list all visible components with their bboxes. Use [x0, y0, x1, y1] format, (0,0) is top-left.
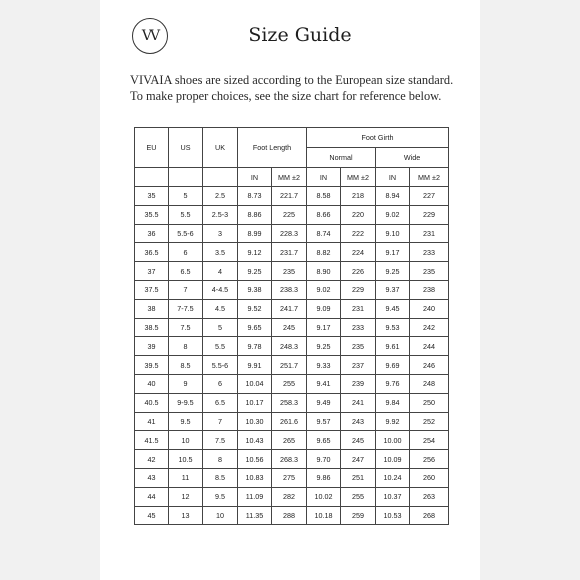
cell-length-in: 9.65: [238, 318, 272, 337]
intro-line-1: VIVAIA shoes are sized according to the European size standard.: [130, 73, 454, 87]
unit-wide-mm: MM ±2: [410, 168, 449, 187]
cell-wide-mm: 248: [410, 374, 449, 393]
cell-wide-in: 9.37: [376, 280, 410, 299]
cell-eu: 40: [135, 374, 169, 393]
cell-wide-in: 9.45: [376, 299, 410, 318]
cell-wide-in: 9.76: [376, 374, 410, 393]
cell-length-mm: 245: [272, 318, 307, 337]
header-blank: [135, 168, 169, 187]
cell-normal-in: 8.82: [307, 243, 341, 262]
cell-wide-mm: 268: [410, 506, 449, 525]
header-wide: Wide: [376, 148, 449, 168]
cell-wide-in: 9.10: [376, 224, 410, 243]
cell-normal-in: 9.02: [307, 280, 341, 299]
cell-wide-in: 9.02: [376, 205, 410, 224]
cell-uk: 2.5-3: [203, 205, 238, 224]
cell-normal-in: 9.09: [307, 299, 341, 318]
brand-logo-icon: VV: [132, 18, 168, 54]
cell-normal-mm: 224: [341, 243, 376, 262]
cell-uk: 3: [203, 224, 238, 243]
cell-normal-mm: 229: [341, 280, 376, 299]
cell-length-in: 8.86: [238, 205, 272, 224]
cell-uk: 10: [203, 506, 238, 525]
cell-wide-in: 9.25: [376, 262, 410, 281]
cell-normal-mm: 237: [341, 356, 376, 375]
intro-text: [130, 72, 470, 104]
cell-normal-in: 10.02: [307, 487, 341, 506]
cell-wide-mm: 256: [410, 450, 449, 469]
cell-wide-mm: 231: [410, 224, 449, 243]
cell-us: 10: [169, 431, 203, 450]
table-row: [135, 374, 449, 393]
cell-length-mm: 241.7: [272, 299, 307, 318]
cell-us: 13: [169, 506, 203, 525]
cell-wide-mm: 263: [410, 487, 449, 506]
cell-normal-mm: 239: [341, 374, 376, 393]
cell-wide-mm: 242: [410, 318, 449, 337]
cell-length-in: 10.83: [238, 468, 272, 487]
cell-uk: 4-4.5: [203, 280, 238, 299]
cell-wide-in: 10.09: [376, 450, 410, 469]
table-row: [135, 280, 449, 299]
cell-normal-in: 9.65: [307, 431, 341, 450]
cell-us: 6: [169, 243, 203, 262]
cell-wide-in: 9.69: [376, 356, 410, 375]
cell-us: 7.5: [169, 318, 203, 337]
cell-us: 11: [169, 468, 203, 487]
cell-length-mm: 225: [272, 205, 307, 224]
cell-eu: 35: [135, 187, 169, 206]
cell-length-mm: 265: [272, 431, 307, 450]
cell-length-in: 9.38: [238, 280, 272, 299]
cell-normal-in: 8.58: [307, 187, 341, 206]
cell-wide-in: 10.37: [376, 487, 410, 506]
cell-eu: 37.5: [135, 280, 169, 299]
cell-us: 10.5: [169, 450, 203, 469]
table-row: [135, 431, 449, 450]
cell-normal-in: 9.86: [307, 468, 341, 487]
cell-us: 7: [169, 280, 203, 299]
cell-uk: 7: [203, 412, 238, 431]
cell-wide-in: 10.53: [376, 506, 410, 525]
cell-eu: 35.5: [135, 205, 169, 224]
cell-normal-mm: 255: [341, 487, 376, 506]
cell-us: 6.5: [169, 262, 203, 281]
cell-length-mm: 258.3: [272, 393, 307, 412]
cell-wide-mm: 244: [410, 337, 449, 356]
cell-length-in: 10.56: [238, 450, 272, 469]
table-row: [135, 450, 449, 469]
cell-normal-mm: 218: [341, 187, 376, 206]
cell-eu: 39.5: [135, 356, 169, 375]
cell-wide-in: 9.17: [376, 243, 410, 262]
cell-normal-in: 8.90: [307, 262, 341, 281]
cell-us: 9-9.5: [169, 393, 203, 412]
cell-us: 12: [169, 487, 203, 506]
unit-length-mm: MM ±2: [272, 168, 307, 187]
cell-normal-in: 9.70: [307, 450, 341, 469]
cell-us: 9.5: [169, 412, 203, 431]
table-row: [135, 318, 449, 337]
cell-length-mm: 231.7: [272, 243, 307, 262]
cell-uk: 5: [203, 318, 238, 337]
table-row: [135, 506, 449, 525]
cell-length-in: 9.25: [238, 262, 272, 281]
table-row: [135, 412, 449, 431]
cell-uk: 5.5: [203, 337, 238, 356]
cell-length-in: 10.30: [238, 412, 272, 431]
header-us: US: [169, 128, 203, 168]
cell-normal-mm: 235: [341, 337, 376, 356]
table-row: [135, 487, 449, 506]
cell-us: 9: [169, 374, 203, 393]
header-blank: [169, 168, 203, 187]
cell-uk: 8.5: [203, 468, 238, 487]
header-foot-length: Foot Length: [238, 128, 307, 168]
cell-length-in: 10.04: [238, 374, 272, 393]
cell-uk: 7.5: [203, 431, 238, 450]
cell-us: 8.5: [169, 356, 203, 375]
cell-uk: 5.5-6: [203, 356, 238, 375]
table-row: [135, 224, 449, 243]
cell-length-in: 10.17: [238, 393, 272, 412]
cell-normal-mm: 245: [341, 431, 376, 450]
cell-eu: 36: [135, 224, 169, 243]
cell-eu: 42: [135, 450, 169, 469]
table-row: [135, 205, 449, 224]
cell-normal-mm: 226: [341, 262, 376, 281]
cell-wide-in: 10.24: [376, 468, 410, 487]
cell-uk: 6.5: [203, 393, 238, 412]
cell-length-mm: 268.3: [272, 450, 307, 469]
table-row: [135, 393, 449, 412]
cell-eu: 37: [135, 262, 169, 281]
cell-normal-in: 9.33: [307, 356, 341, 375]
cell-normal-mm: 233: [341, 318, 376, 337]
cell-normal-mm: 251: [341, 468, 376, 487]
cell-wide-mm: 233: [410, 243, 449, 262]
cell-eu: 44: [135, 487, 169, 506]
cell-uk: 6: [203, 374, 238, 393]
cell-eu: 39: [135, 337, 169, 356]
cell-wide-mm: 229: [410, 205, 449, 224]
cell-normal-in: 9.49: [307, 393, 341, 412]
cell-us: 8: [169, 337, 203, 356]
cell-wide-mm: 252: [410, 412, 449, 431]
intro-line-2: To make proper choices, see the size chart for reference below.: [130, 89, 442, 103]
cell-length-mm: 238.3: [272, 280, 307, 299]
cell-normal-in: 8.74: [307, 224, 341, 243]
cell-wide-in: 10.00: [376, 431, 410, 450]
cell-normal-mm: 241: [341, 393, 376, 412]
cell-length-mm: 251.7: [272, 356, 307, 375]
cell-eu: 41.5: [135, 431, 169, 450]
cell-wide-mm: 238: [410, 280, 449, 299]
cell-normal-in: 10.18: [307, 506, 341, 525]
cell-length-in: 9.12: [238, 243, 272, 262]
cell-us: 7-7.5: [169, 299, 203, 318]
cell-length-mm: 261.6: [272, 412, 307, 431]
table-row: [135, 337, 449, 356]
cell-length-mm: 275: [272, 468, 307, 487]
size-chart-table: [134, 127, 449, 525]
cell-length-in: 8.73: [238, 187, 272, 206]
table-row: [135, 187, 449, 206]
unit-wide-in: IN: [376, 168, 410, 187]
cell-eu: 38: [135, 299, 169, 318]
cell-normal-mm: 247: [341, 450, 376, 469]
cell-uk: 4: [203, 262, 238, 281]
cell-normal-mm: 222: [341, 224, 376, 243]
cell-us: 5: [169, 187, 203, 206]
cell-length-in: 9.91: [238, 356, 272, 375]
cell-length-in: 9.52: [238, 299, 272, 318]
cell-uk: 2.5: [203, 187, 238, 206]
cell-length-in: 9.78: [238, 337, 272, 356]
cell-length-mm: 235: [272, 262, 307, 281]
cell-uk: 9.5: [203, 487, 238, 506]
unit-length-in: IN: [238, 168, 272, 187]
cell-wide-mm: 227: [410, 187, 449, 206]
cell-length-mm: 228.3: [272, 224, 307, 243]
table-row: [135, 356, 449, 375]
header-eu: EU: [135, 128, 169, 168]
cell-eu: 43: [135, 468, 169, 487]
cell-us: 5.5-6: [169, 224, 203, 243]
cell-length-mm: 248.3: [272, 337, 307, 356]
cell-wide-in: 9.92: [376, 412, 410, 431]
cell-wide-in: 9.61: [376, 337, 410, 356]
cell-length-mm: 221.7: [272, 187, 307, 206]
unit-normal-mm: MM ±2: [341, 168, 376, 187]
cell-eu: 36.5: [135, 243, 169, 262]
header-foot-girth: Foot Girth: [307, 128, 449, 148]
page-title: Size Guide: [248, 24, 352, 46]
cell-length-in: 10.43: [238, 431, 272, 450]
header-uk: UK: [203, 128, 238, 168]
cell-length-in: 11.09: [238, 487, 272, 506]
cell-wide-mm: 235: [410, 262, 449, 281]
cell-wide-mm: 260: [410, 468, 449, 487]
header: [100, 18, 480, 62]
cell-wide-in: 8.94: [376, 187, 410, 206]
cell-length-in: 8.99: [238, 224, 272, 243]
cell-length-mm: 288: [272, 506, 307, 525]
cell-length-mm: 255: [272, 374, 307, 393]
cell-length-mm: 282: [272, 487, 307, 506]
cell-wide-in: 9.84: [376, 393, 410, 412]
table-row: [135, 262, 449, 281]
table-row: [135, 243, 449, 262]
cell-uk: 3.5: [203, 243, 238, 262]
cell-normal-in: 8.66: [307, 205, 341, 224]
cell-wide-mm: 246: [410, 356, 449, 375]
cell-uk: 4.5: [203, 299, 238, 318]
cell-normal-in: 9.17: [307, 318, 341, 337]
cell-normal-in: 9.41: [307, 374, 341, 393]
header-blank: [203, 168, 238, 187]
cell-wide-mm: 250: [410, 393, 449, 412]
cell-us: 5.5: [169, 205, 203, 224]
unit-normal-in: IN: [307, 168, 341, 187]
cell-normal-mm: 231: [341, 299, 376, 318]
cell-length-in: 11.35: [238, 506, 272, 525]
cell-normal-mm: 243: [341, 412, 376, 431]
size-chart-body: [135, 187, 449, 525]
cell-wide-mm: 240: [410, 299, 449, 318]
cell-uk: 8: [203, 450, 238, 469]
cell-normal-in: 9.25: [307, 337, 341, 356]
cell-eu: 40.5: [135, 393, 169, 412]
table-row: [135, 299, 449, 318]
header-normal: Normal: [307, 148, 376, 168]
size-guide-sheet: [100, 0, 480, 580]
cell-eu: 45: [135, 506, 169, 525]
cell-wide-in: 9.53: [376, 318, 410, 337]
cell-eu: 41: [135, 412, 169, 431]
table-row: [135, 468, 449, 487]
cell-wide-mm: 254: [410, 431, 449, 450]
cell-normal-mm: 220: [341, 205, 376, 224]
cell-eu: 38.5: [135, 318, 169, 337]
cell-normal-in: 9.57: [307, 412, 341, 431]
cell-normal-mm: 259: [341, 506, 376, 525]
